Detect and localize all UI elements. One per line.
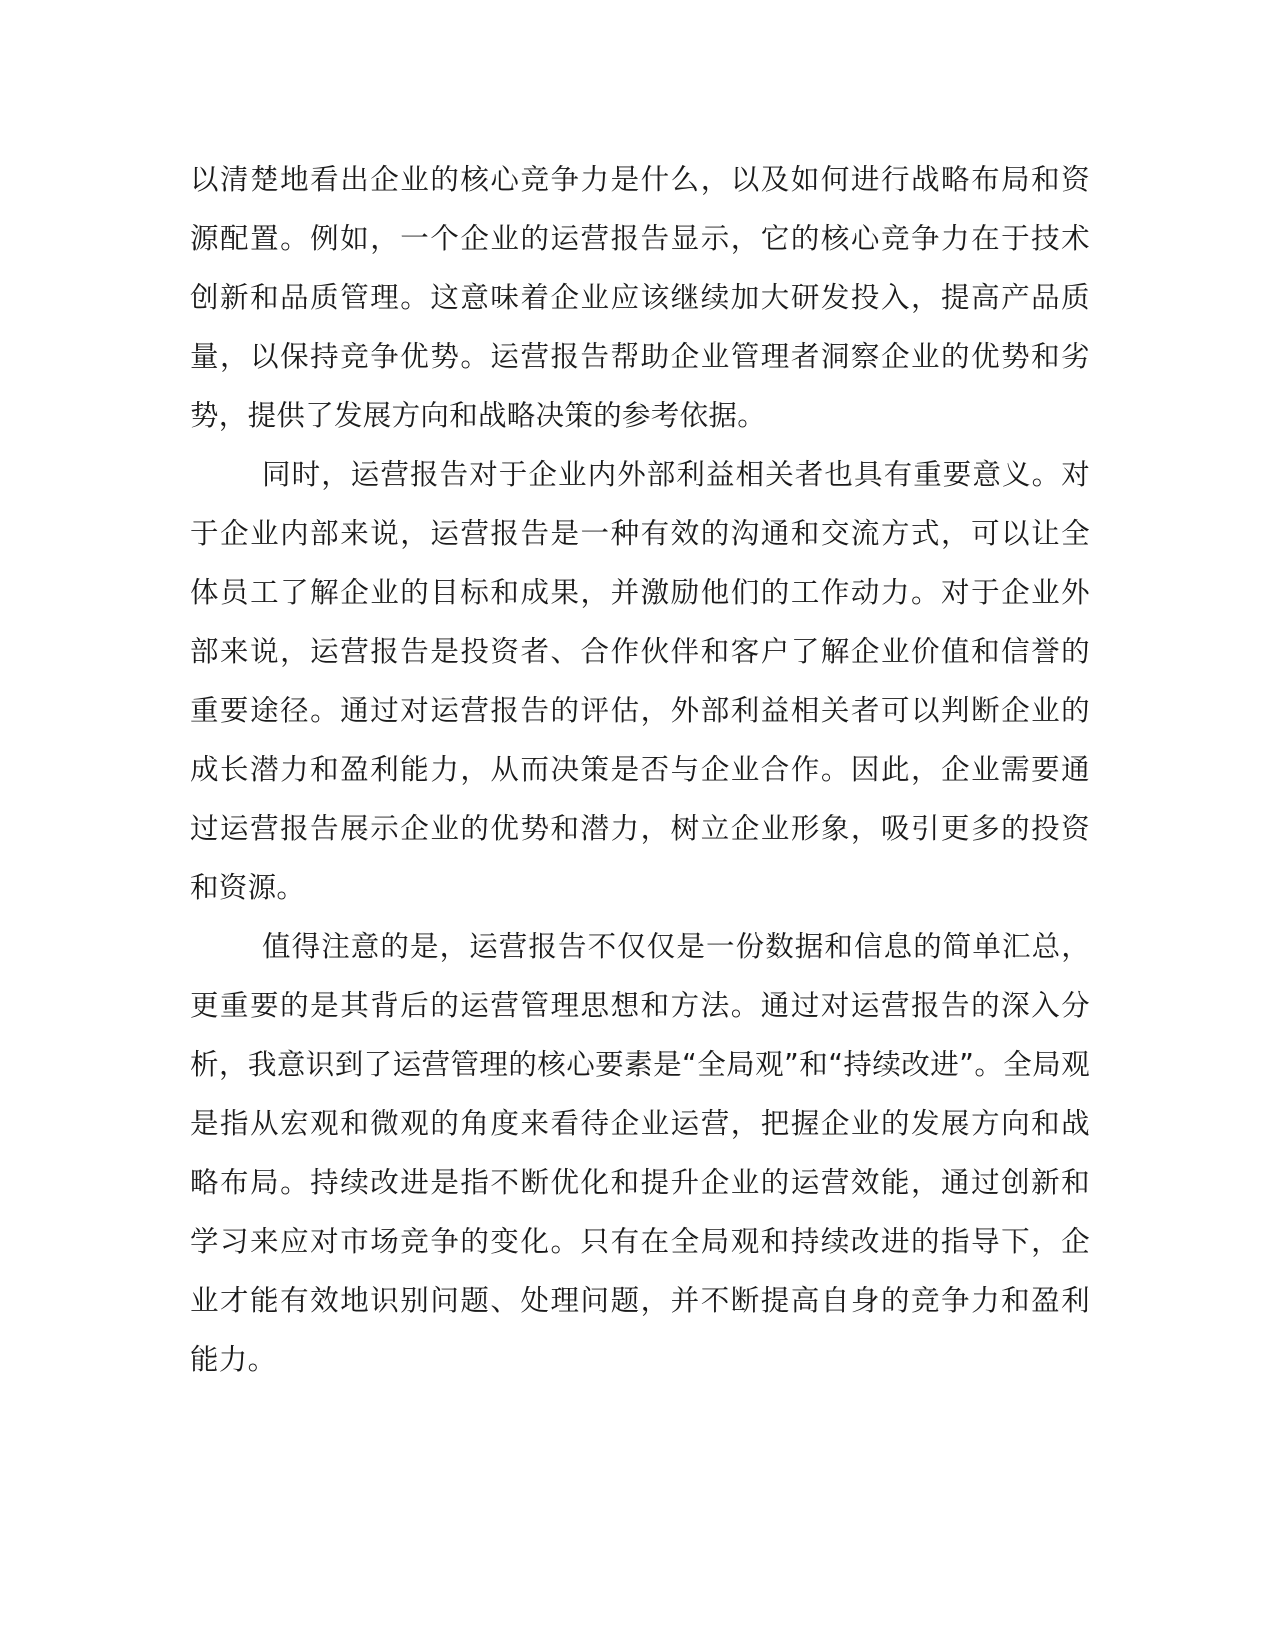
paragraph-line: 于企业内部来说，运营报告是一种有效的沟通和交流方式，可以让全 xyxy=(190,517,1090,550)
paragraph-line: 过运营报告展示企业的优势和潜力，树立企业形象，吸引更多的投资 xyxy=(190,812,1090,845)
paragraph-line: 源配置。例如，一个企业的运营报告显示，它的核心竞争力在于技术 xyxy=(190,222,1090,255)
paragraph-line: 学习来应对市场竞争的变化。只有在全局观和持续改进的指导下，企 xyxy=(190,1225,1090,1258)
paragraph-line: 能力。 xyxy=(190,1343,277,1376)
paragraph-line: 业才能有效地识别问题、处理问题，并不断提高自身的竞争力和盈利 xyxy=(190,1284,1090,1317)
paragraph-line: 部来说，运营报告是投资者、合作伙伴和客户了解企业价值和信誉的 xyxy=(190,635,1090,668)
paragraph-line: 同时，运营报告对于企业内外部利益相关者也具有重要意义。对 xyxy=(262,458,1090,491)
paragraph-line: 更重要的是其背后的运营管理思想和方法。通过对运营报告的深入分 xyxy=(190,989,1090,1022)
paragraph-line: 值得注意的是，运营报告不仅仅是一份数据和信息的简单汇总， xyxy=(262,930,1090,963)
paragraph-line: 析，我意识到了运营管理的核心要素是“全局观”和“持续改进”。全局观 xyxy=(190,1048,1090,1081)
paragraph-line: 创新和品质管理。这意味着企业应该继续加大研发投入，提高产品质 xyxy=(190,281,1090,314)
paragraph-line: 量，以保持竞争优势。运营报告帮助企业管理者洞察企业的优势和劣 xyxy=(190,340,1090,373)
paragraph-line: 势，提供了发展方向和战略决策的参考依据。 xyxy=(190,399,767,432)
paragraph-line: 是指从宏观和微观的角度来看待企业运营，把握企业的发展方向和战 xyxy=(190,1107,1090,1140)
paragraph-line: 重要途径。通过对运营报告的评估，外部利益相关者可以判断企业的 xyxy=(190,694,1090,727)
paragraph-line: 和资源。 xyxy=(190,871,306,904)
paragraph-line: 成长潜力和盈利能力，从而决策是否与企业合作。因此，企业需要通 xyxy=(190,753,1090,786)
paragraph-line: 体员工了解企业的目标和成果，并激励他们的工作动力。对于企业外 xyxy=(190,576,1090,609)
paragraph-line: 以清楚地看出企业的核心竞争力是什么，以及如何进行战略布局和资 xyxy=(190,163,1090,196)
paragraph-line: 略布局。持续改进是指不断优化和提升企业的运营效能，通过创新和 xyxy=(190,1166,1090,1199)
